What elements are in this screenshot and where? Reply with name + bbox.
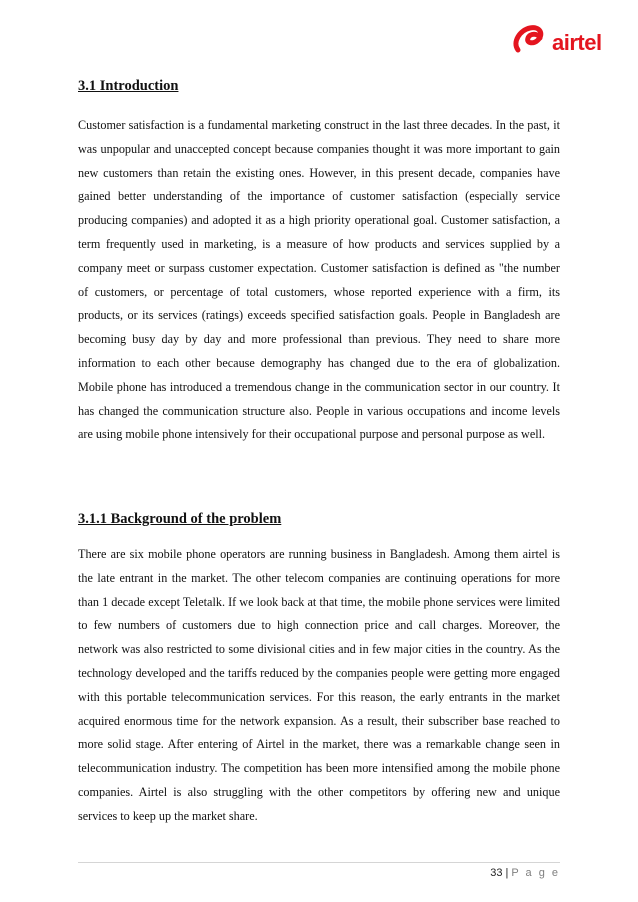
page-number-value: 33 <box>490 867 503 879</box>
page-number <box>490 867 560 879</box>
background-paragraph: There are six mobile phone operators are running business in Bangladesh. Among them airtel is the late entrant in the market. The other telecom companies are continuing operations for more than 1 decade except Teletalk. If we look back at that time, the mobile phone services were limited to few numbers of customers due to high connection price and call charges. Moreover, the network was also restricted to some divisional cities and in few major cities in the country. As the technology developed and the tariffs reduced by the companies people were getting more engaged with this portable telecommunication services. For this reason, the early entrants in the market acquired enormous time for the network expansion. As a result, their subscriber base reached to more solid stage. After entering of Airtel in the market, there was a remarkable change seen in telecommunication industry. The competition has been more intensified among the mobile phone companies. Airtel is also struggling with the other competitors by offering new and unique services to keep up the market share. <box>78 547 560 823</box>
brand-name: airtel <box>552 30 602 55</box>
footer-divider <box>78 862 560 863</box>
page-number-separator: | <box>505 867 509 879</box>
introduction-paragraph: Customer satisfaction is a fundamental marketing construct in the last three decades. In the past, it was unpopular and unaccepted concept because companies thought it was more important to gain new customers than retain the existing ones. However, in this present decade, companies have gained better understanding of the importance of customer satisfaction (especially service producing companies) and adopted it as a high priority operational goal. Customer satisfaction, a term frequently used in marketing, is a measure of how products and services supplied by a company meet or surpass customer expectation. Customer satisfaction is defined as "the number of customers, or percentage of total customers, whose reported experience with a firm, its products, or its services (ratings) exceeds specified satisfaction goals. People in Bangladesh are becoming busy day by day and more professional than previous. They need to share more information to each other because demography has changed due to the era of globalization. Mobile phone has introduced a tremendous change in the communication sector in our country. It has changed the communication structure also. People in various occupations and income levels are using mobile phone intensively for their occupational purpose and personal purpose as well. <box>78 118 560 442</box>
airtel-swirl-icon <box>510 20 550 60</box>
section-heading-background: 3.1.1 Background of the problem <box>78 511 282 527</box>
airtel-logo <box>510 18 620 68</box>
section-heading-introduction: 3.1 Introduction <box>78 78 179 94</box>
page-label: P a g e <box>511 867 560 879</box>
